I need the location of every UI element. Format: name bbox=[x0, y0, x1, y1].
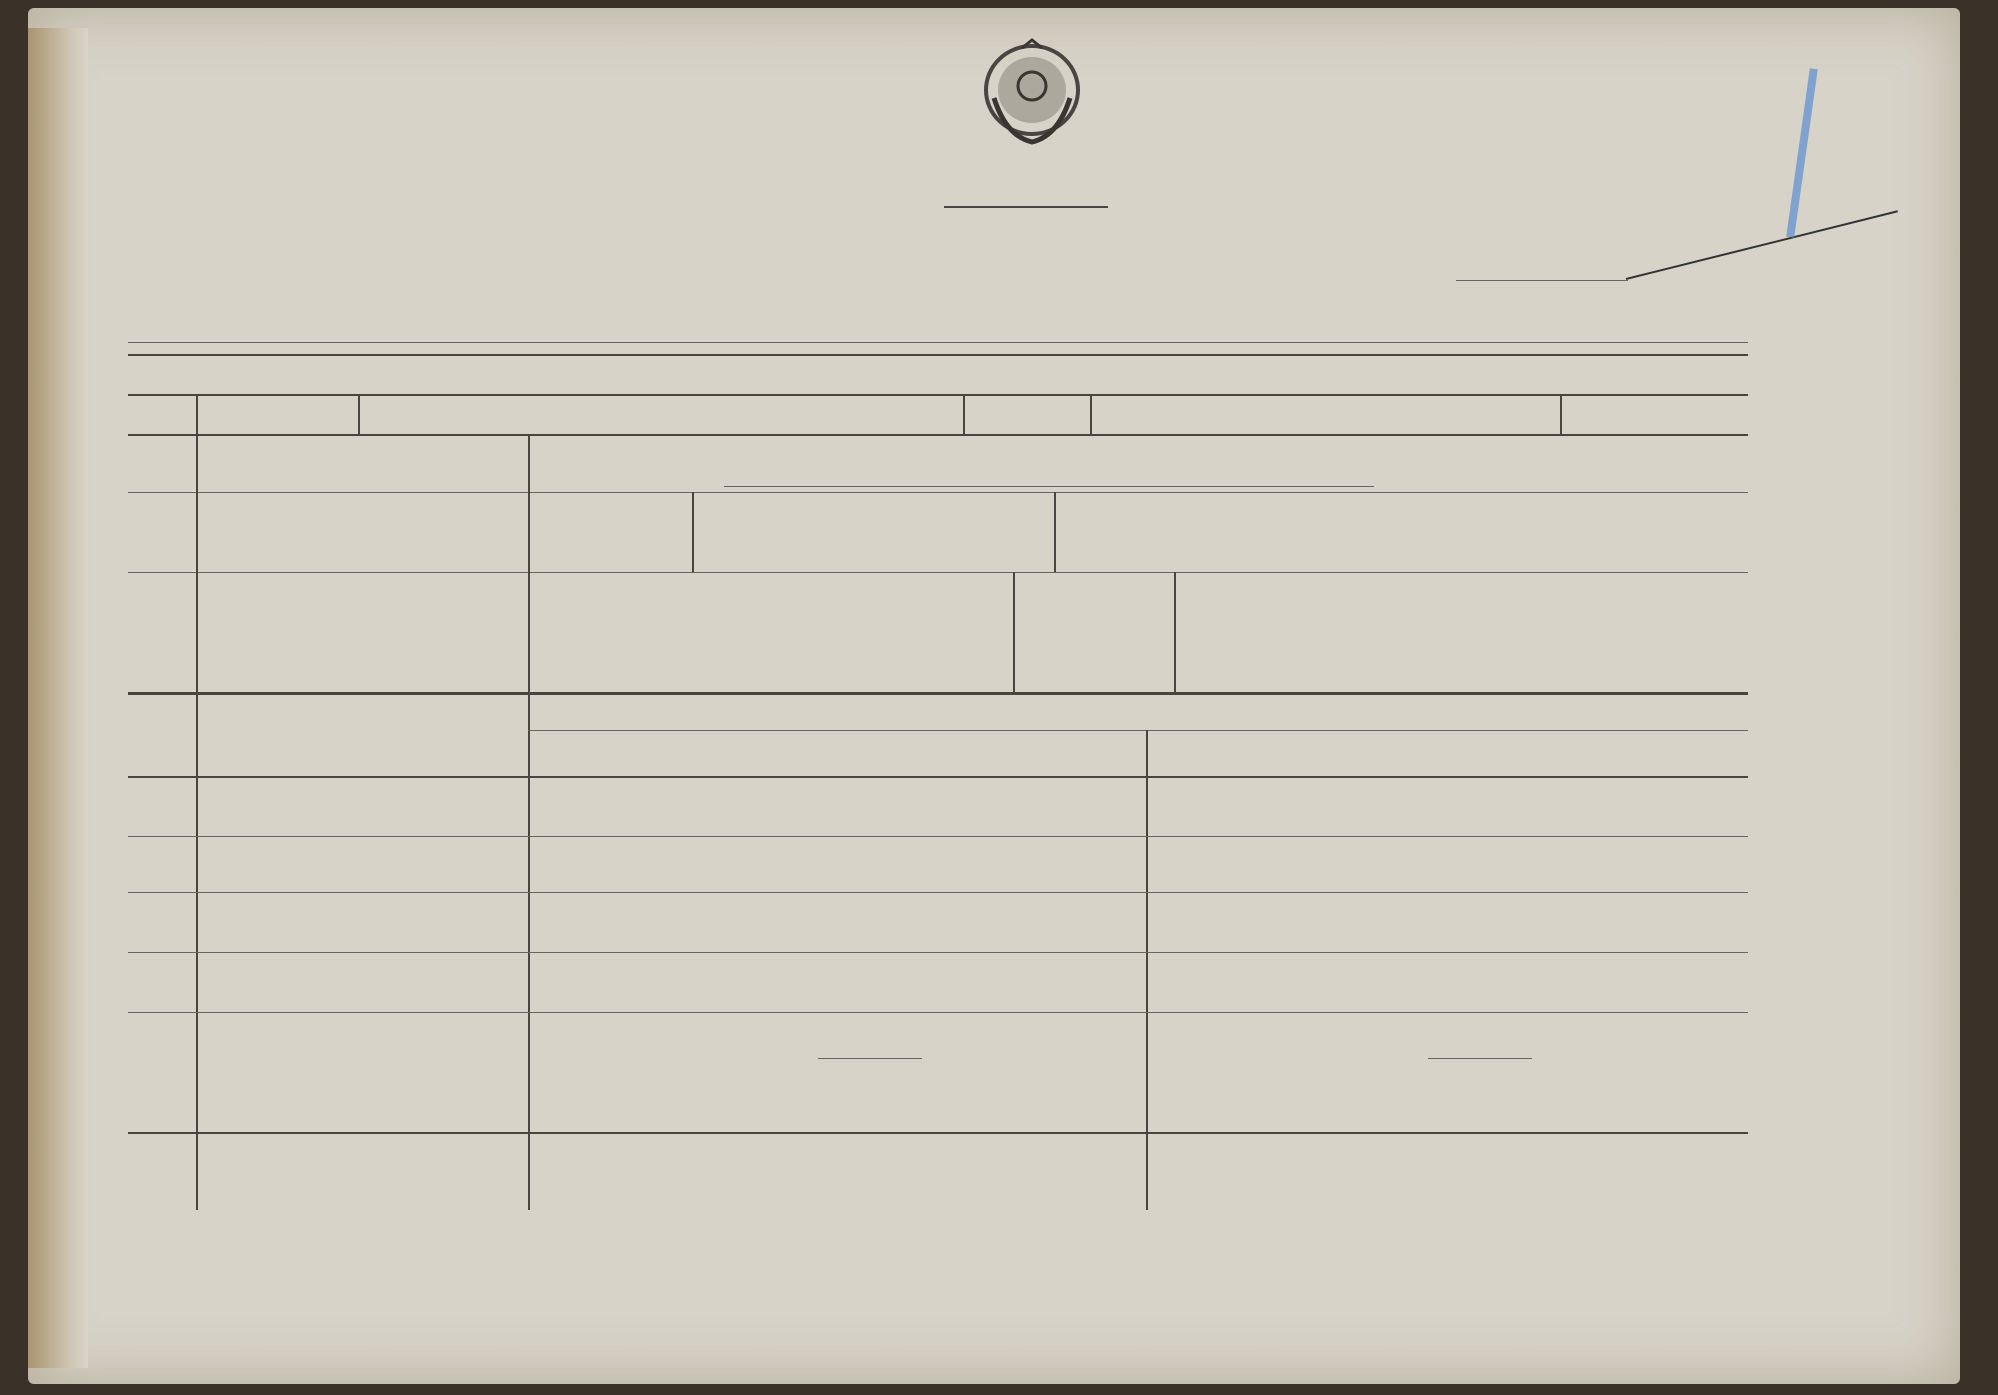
grid-line bbox=[128, 692, 1748, 695]
grid-line bbox=[528, 730, 1748, 731]
soviet-emblem-icon bbox=[976, 38, 1088, 148]
grid-line bbox=[128, 776, 1748, 778]
grid-line bbox=[196, 492, 198, 572]
fill-line bbox=[724, 486, 1374, 487]
grid-line bbox=[1054, 492, 1056, 572]
title-divider bbox=[944, 206, 1108, 208]
grid-line bbox=[196, 572, 198, 692]
grid-line bbox=[128, 1132, 1748, 1134]
grid-line bbox=[128, 892, 1748, 893]
grid-line bbox=[1146, 730, 1148, 1210]
grid-line bbox=[358, 394, 360, 434]
fill-line bbox=[1428, 1058, 1532, 1059]
fill-line bbox=[818, 1058, 922, 1059]
grid-line bbox=[1560, 394, 1562, 434]
grid-line bbox=[128, 952, 1748, 953]
binding-edge bbox=[28, 28, 88, 1368]
grid-line bbox=[128, 1012, 1748, 1013]
grid-line bbox=[128, 434, 1748, 436]
section-border bbox=[128, 354, 1748, 356]
strike-line bbox=[1626, 210, 1898, 280]
grid-line bbox=[128, 836, 1748, 837]
grid-line bbox=[963, 394, 965, 434]
record-number-line bbox=[1456, 280, 1628, 281]
grid-line bbox=[128, 572, 1748, 573]
grid-line bbox=[1174, 572, 1176, 692]
section-border bbox=[128, 394, 1748, 396]
grid-line bbox=[196, 434, 198, 492]
grid-line bbox=[528, 492, 530, 572]
grid-line bbox=[1013, 572, 1015, 692]
grid-line bbox=[128, 492, 1748, 493]
grid-line bbox=[528, 572, 530, 692]
blue-pencil-mark bbox=[1786, 68, 1818, 237]
document-sheet bbox=[28, 8, 1960, 1384]
grid-line bbox=[528, 434, 530, 492]
grid-line bbox=[196, 394, 198, 434]
grid-line bbox=[692, 492, 694, 572]
grid-line bbox=[1090, 394, 1092, 434]
date-line bbox=[128, 342, 1748, 343]
